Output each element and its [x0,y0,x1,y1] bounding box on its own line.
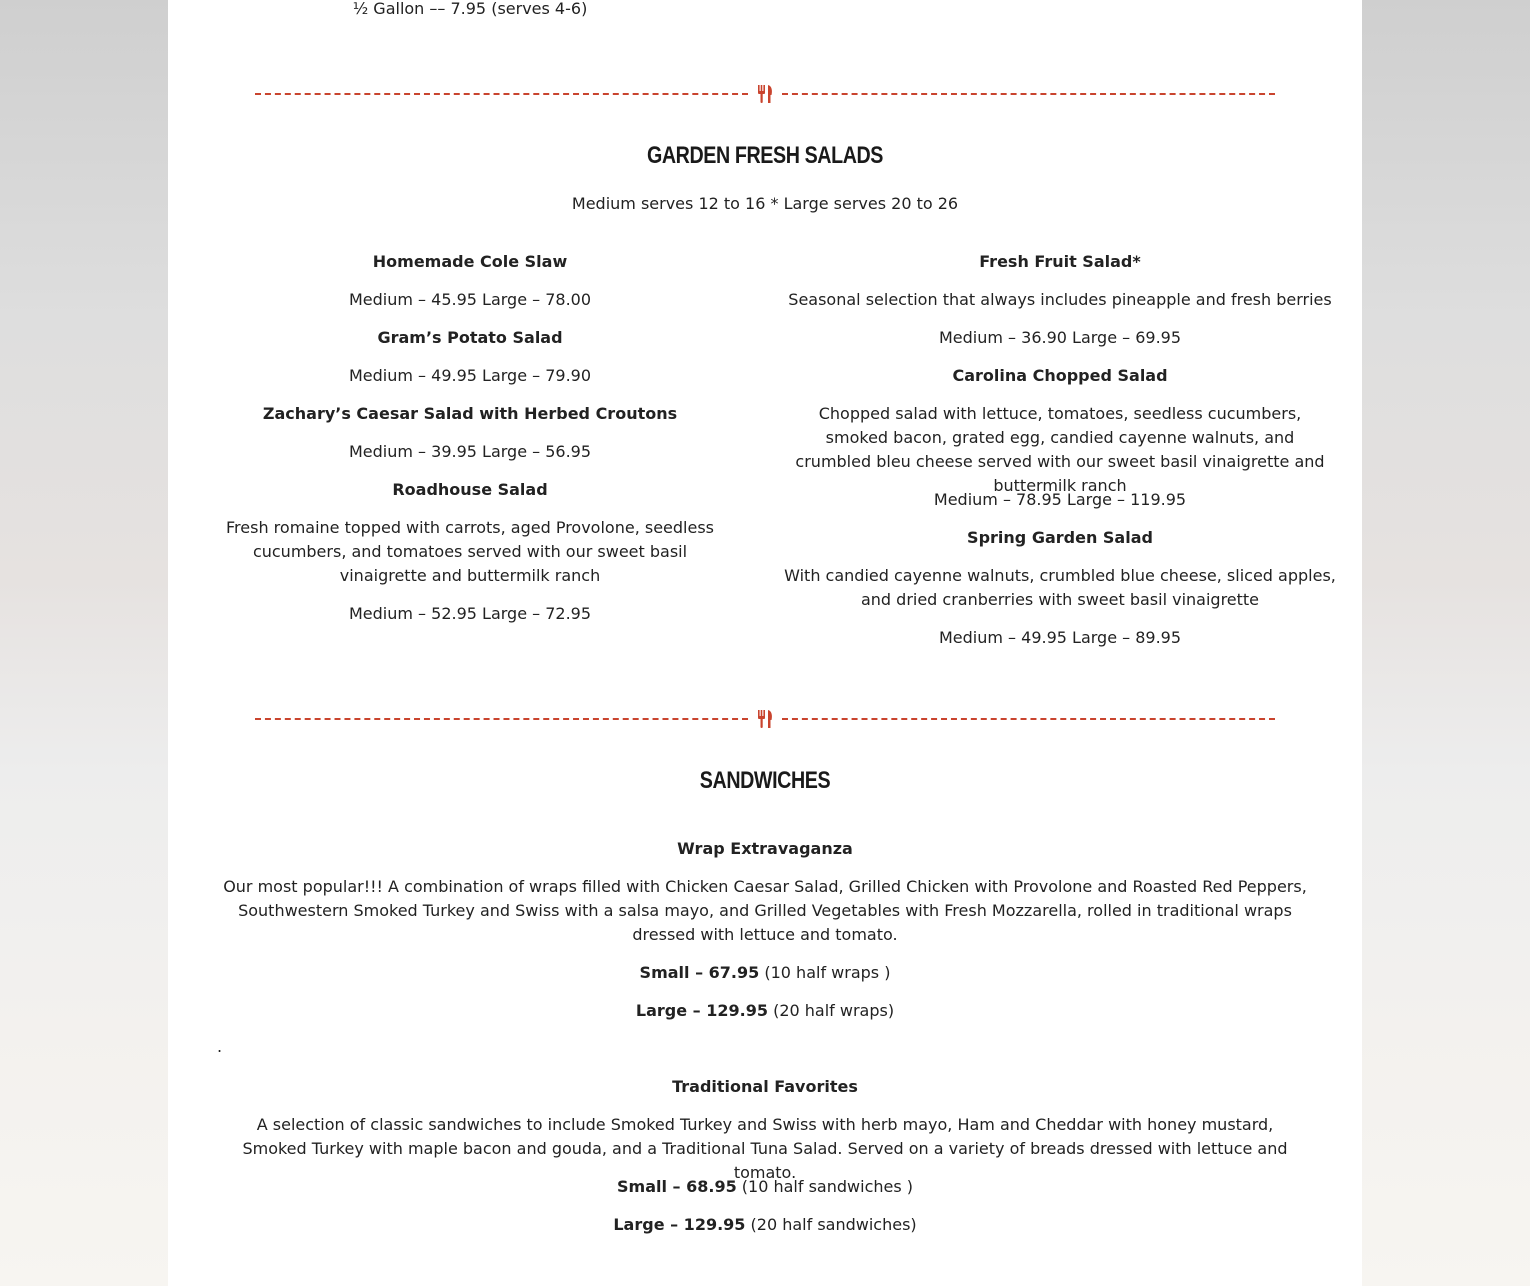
menu-item-name: Fresh Fruit Salad* [979,252,1141,271]
menu-item-price: Medium – 49.95 Large – 89.95 [938,628,1182,647]
menu-item-name: Carolina Chopped Salad [952,366,1168,385]
menu-item-price-large: Large – 129.95 (20 half sandwiches) [613,1215,917,1234]
menu-item-price-small: Small – 67.95 (10 half wraps ) [639,963,891,982]
section-divider [255,84,1275,104]
menu-item-description: A selection of classic sandwiches to include Smoked Turkey and Swiss with herb mayo, Ham and Cheddar with honey mustard, Smoked Turkey with maple bacon and gouda, and a Traditional Tuna Salad. Served on a variety of breads dressed with lettuce and tomato. [242,1115,1288,1182]
menu-item-name: Traditional Favorites [672,1077,858,1096]
menu-item-description: Seasonal selection that always includes pineapple and fresh berries [788,290,1332,309]
menu-item-price: Medium – 52.95 Large – 72.95 [348,604,592,623]
menu-item-price-small: Small – 68.95 (10 half sandwiches ) [616,1177,914,1196]
menu-item-name: Gram’s Potato Salad [377,328,563,347]
menu-item-name: Zachary’s Caesar Salad with Herbed Croutons [262,404,678,423]
half-gallon-price: ½ Gallon –– 7.95 (serves 4-6) [352,0,588,18]
menu-item-description: Chopped salad with lettuce, tomatoes, seedless cucumbers, smoked bacon, grated egg, candied cayenne walnuts, and crumbled bleu cheese served with our sweet basil vinaigrette and buttermilk ranch [795,404,1325,495]
fork-knife-icon [755,84,775,104]
salads-serving-note: Medium serves 12 to 16 * Large serves 20 to 26 [571,194,959,213]
stray-dot: . [217,1037,223,1056]
section-divider [255,709,1275,729]
menu-page [168,0,1362,1286]
menu-item-description: Fresh romaine topped with carrots, aged Provolone, seedless cucumbers, and tomatoes served with our sweet basil vinaigrette and buttermilk ranch [226,518,714,585]
section-title-salads: GARDEN FRESH SALADS [646,142,884,169]
menu-item-description: With candied cayenne walnuts, crumbled blue cheese, sliced apples, and dried cranberries with sweet basil vinaigrette [784,566,1336,609]
menu-item-price-large: Large – 129.95 (20 half wraps) [635,1001,895,1020]
section-title-sandwiches: SANDWICHES [699,767,831,794]
menu-item-price: Medium – 78.95 Large – 119.95 [933,490,1187,509]
menu-item-price: Medium – 45.95 Large – 78.00 [348,290,592,309]
menu-item-name: Spring Garden Salad [967,528,1153,547]
menu-item-description: Our most popular!!! A combination of wraps filled with Chicken Caesar Salad, Grilled Chicken with Provolone and Roasted Red Peppers, Southwestern Smoked Turkey and Swiss with a salsa mayo, and Grilled Vegetables with Fresh Mozzarella, rolled in traditional wraps dressed with lettuce and tomato. [223,877,1307,944]
menu-item-price: Medium – 39.95 Large – 56.95 [348,442,592,461]
fork-knife-icon [755,709,775,729]
menu-item-price: Medium – 36.90 Large – 69.95 [938,328,1182,347]
menu-item-name: Roadhouse Salad [392,480,548,499]
menu-item-name: Wrap Extravaganza [677,839,853,858]
menu-item-price: Medium – 49.95 Large – 79.90 [348,366,592,385]
menu-item-name: Homemade Cole Slaw [372,252,568,271]
